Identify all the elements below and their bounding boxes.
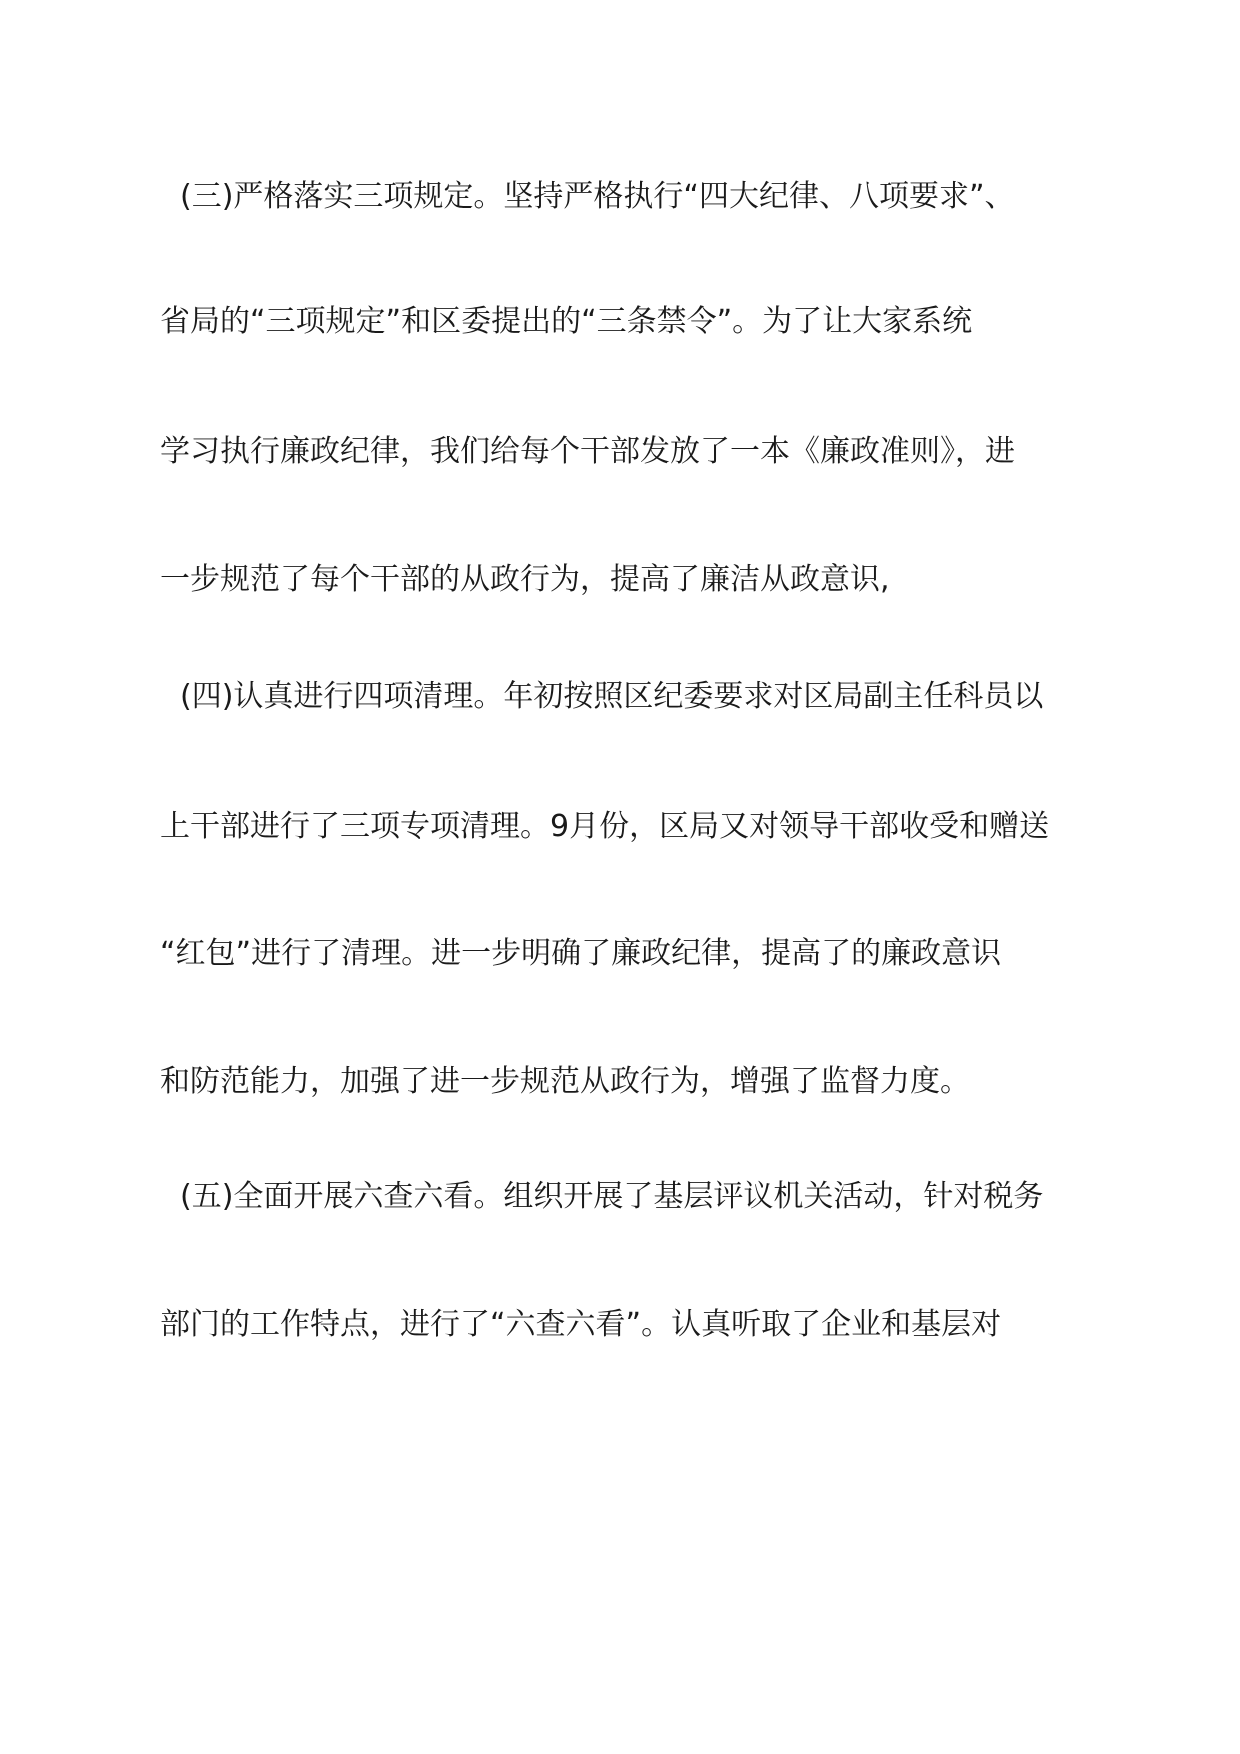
paragraph-4-line-1: (四)认真进行四项清理。年初按照区纪委要求对区局副主任科员以 <box>180 679 1044 714</box>
paragraph-3-line-2: 省局的“三项规定”和区委提出的“三条禁令”。为了让大家系统 <box>160 304 973 339</box>
paragraph-5-line-1: (五)全面开展六查六看。组织开展了基层评议机关活动，针对税务 <box>180 1179 1044 1214</box>
paragraph-3-line-1: (三)严格落实三项规定。坚持严格执行“四大纪律、八项要求”、 <box>180 179 1015 214</box>
paragraph-3-line-4: 一步规范了每个干部的从政行为，提高了廉洁从政意识, <box>160 562 890 597</box>
paragraph-4-line-4: 和防范能力，加强了进一步规范从政行为，增强了监督力度。 <box>160 1064 970 1099</box>
paragraph-5-line-2: 部门的工作特点，进行了“六查六看”。认真听取了企业和基层对 <box>160 1307 1002 1342</box>
paragraph-4-line-3: “红包”进行了清理。进一步明确了廉政纪律，提高了的廉政意识 <box>160 936 1002 971</box>
paragraph-4-line-2: 上干部进行了三项专项清理。9月份，区局又对领导干部收受和赠送 <box>160 809 1050 844</box>
paragraph-3-line-3: 学习执行廉政纪律，我们给每个干部发放了一本《廉政准则》，进 <box>160 434 1015 469</box>
